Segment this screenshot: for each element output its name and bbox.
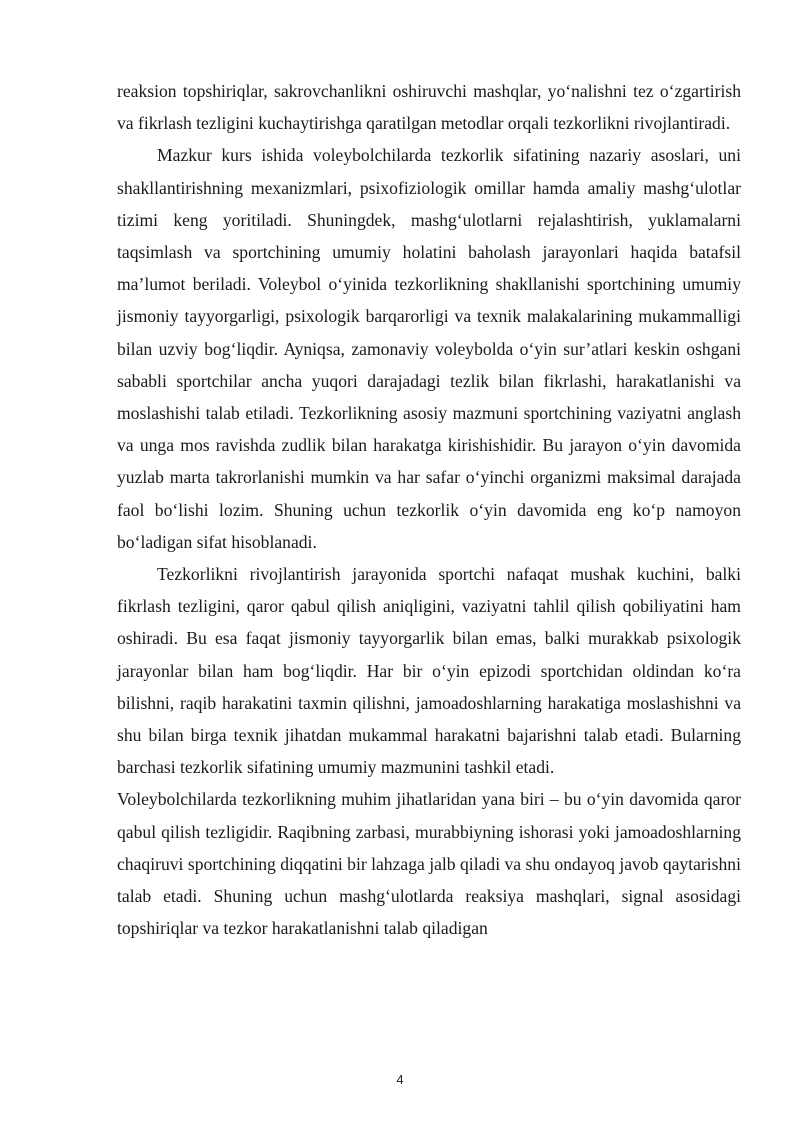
- paragraph-continuation: reaksion topshiriqlar, sakrovchanlikni oshiruvchi mashqlar, yo‘nalishni tez o‘zgartirish va fikrlash tezligini kuchaytirishga qaratilgan metodlar orqali tezkorlikni rivojlantiradi.: [117, 81, 741, 134]
- page-number: 4: [396, 1072, 404, 1087]
- paragraph-decision-speed: Voleybolchilarda tezkorlikning muhim jihatlaridan yana biri – bu o‘yin davomida qaror qabul qilish tezligidir. Raqibning zarbasi, murabbiyning ishorasi yoki jamoadoshlarning chaqiruvi sportchining diqqatini bir lahzaga jalb qiladi va shu ondayoq javob qaytarishni talab etadi. Shuning uchun mashg‘ulotlarda reaksiya mashqlari, signal asosidagi topshiriqlar va tezkor harakatlanishni talab qiladigan: [117, 789, 741, 939]
- paragraph-speed-development: Tezkorlikni rivojlantirish jarayonida sportchi nafaqat mushak kuchini, balki fikrlash tezligini, qaror qabul qilish aniqligini, vaziyatni tahlil qilish qobiliyatini ham oshiradi. Bu esa faqat jismoniy tayyorgarlik bilan emas, balki murakkab psixologik jarayonlar bilan ham bog‘liqdir. Har bir o‘yin epizodi sportchidan oldindan ko‘ra bilishni, raqib harakatini taxmin qilishni, jamoadoshlarning harakatiga moslashishni va shu bilan birga texnik jihatdan mukammal harakatni bajarishni talab etadi. Bularning barchasi tezkorlik sifatining umumiy mazmunini tashkil etadi.: [117, 564, 741, 778]
- body-text: [117, 75, 741, 944]
- paragraph-course-overview: Mazkur kurs ishida voleybolchilarda tezkorlik sifatining nazariy asoslari, uni shakllantirishning mexanizmlari, psixofiziologik omillar hamda amaliy mashg‘ulotlar tizimi keng yoritiladi. Shuningdek, mashg‘ulotlarni rejalashtirish, yuklamalarni taqsimlash va sportchining umumiy holatini baholash jarayonlari haqida batafsil ma’lumot beriladi. Voleybol o‘yinida tezkorlikning shakllanishi sportchining umumiy jismoniy tayyorgarligi, psixologik barqarorligi va texnik malakalarining mukammalligi bilan uzviy bog‘liqdir. Ayniqsa, zamonaviy voleybolda o‘yin sur’atlari keskin oshgani sababli sportchilar ancha yuqori darajadagi tezlik bilan fikrlashi, harakatlanishi va moslashishi talab etiladi. Tezkorlikning asosiy mazmuni sportchining vaziyatni anglash va unga mos ravishda zudlik bilan harakatga kirishishidir. Bu jarayon o‘yin davomida yuzlab marta takrorlanishi mumkin va har safar o‘yinchi organizmi maksimal darajada faol bo‘lishi lozim. Shuning uchun tezkorlik o‘yin davomida eng ko‘p namoyon bo‘ladigan sifat hisoblanadi.: [117, 145, 741, 552]
